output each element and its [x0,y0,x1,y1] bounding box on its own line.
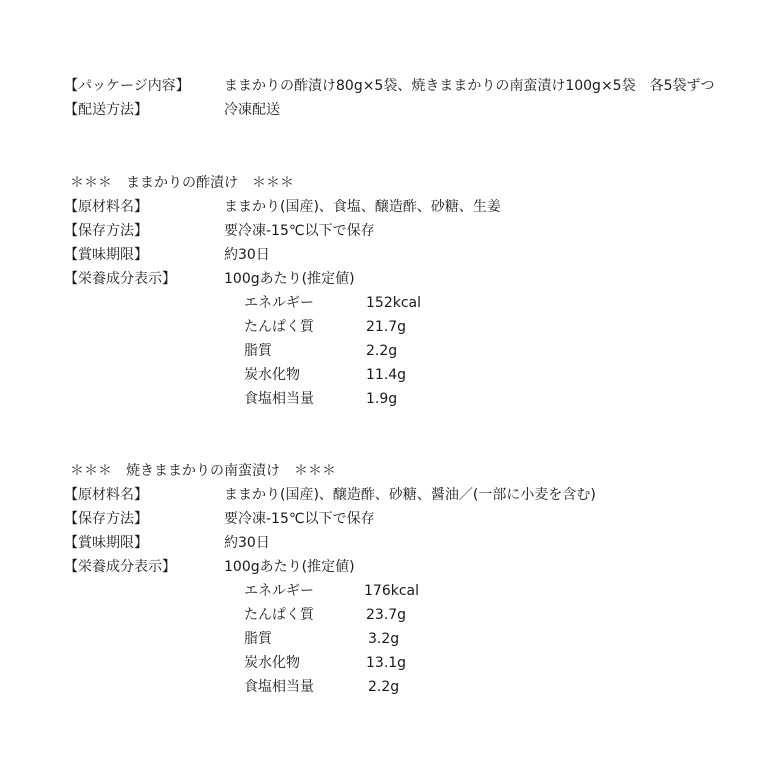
nutrition-row-value: 13.1g [366,655,407,671]
nutrition-row-value: 152kcal [366,295,421,311]
expiry-value: 約30日 [224,247,270,263]
nutrition-row-name: たんぱく質 [244,319,314,335]
product-heading: ＊＊＊ ままかりの酢漬け ＊＊＊ [70,175,294,191]
nutrition-label: 【栄養成分表示】 [64,559,176,575]
nutrition-row-name: エネルギー [244,583,314,599]
nutrition-row-value: 176kcal [364,583,419,599]
package-contents-value: ままかりの酢漬け80g×5袋、焼きままかりの南蛮漬け100g×5袋 各5袋ずつ [224,78,715,94]
product-heading: ＊＊＊ 焼きままかりの南蛮漬け ＊＊＊ [70,463,336,479]
nutrition-row-name: 脂質 [244,631,272,647]
expiry-value: 約30日 [224,535,270,551]
nutrition-row-name: 食塩相当量 [244,391,314,407]
storage-label: 【保存方法】 [64,223,148,239]
storage-label: 【保存方法】 [64,511,148,527]
nutrition-row-name: エネルギー [244,295,314,311]
nutrition-row-value: 11.4g [366,367,407,383]
nutrition-row-value: 23.7g [366,607,407,623]
nutrition-basis: 100gあたり(推定値) [224,271,355,287]
ingredients-value: ままかり(国産)、食塩、醸造酢、砂糖、生姜 [224,199,501,215]
expiry-label: 【賞味期限】 [64,535,148,551]
nutrition-row-value: 1.9g [366,391,398,407]
ingredients-value: ままかり(国産)、醸造酢、砂糖、醤油／(一部に小麦を含む) [224,487,596,503]
nutrition-row-value: 21.7g [366,319,407,335]
nutrition-label: 【栄養成分表示】 [64,271,176,287]
nutrition-row-value: 2.2g [366,343,398,359]
nutrition-row-name: 食塩相当量 [244,679,314,695]
nutrition-row-name: 脂質 [244,343,272,359]
nutrition-row-name: 炭水化物 [244,655,300,671]
nutrition-row-name: 炭水化物 [244,367,300,383]
nutrition-row-name: たんぱく質 [244,607,314,623]
nutrition-row-value: 2.2g [368,679,400,695]
shipping-method-value: 冷凍配送 [224,102,280,118]
ingredients-label: 【原材料名】 [64,199,148,215]
package-contents-label: 【パッケージ内容】 [64,78,190,94]
nutrition-row-value: 3.2g [368,631,400,647]
expiry-label: 【賞味期限】 [64,247,148,263]
ingredients-label: 【原材料名】 [64,487,148,503]
storage-value: 要冷凍-15℃以下で保存 [224,511,375,527]
nutrition-basis: 100gあたり(推定値) [224,559,355,575]
storage-value: 要冷凍-15℃以下で保存 [224,223,375,239]
shipping-method-label: 【配送方法】 [64,102,148,118]
